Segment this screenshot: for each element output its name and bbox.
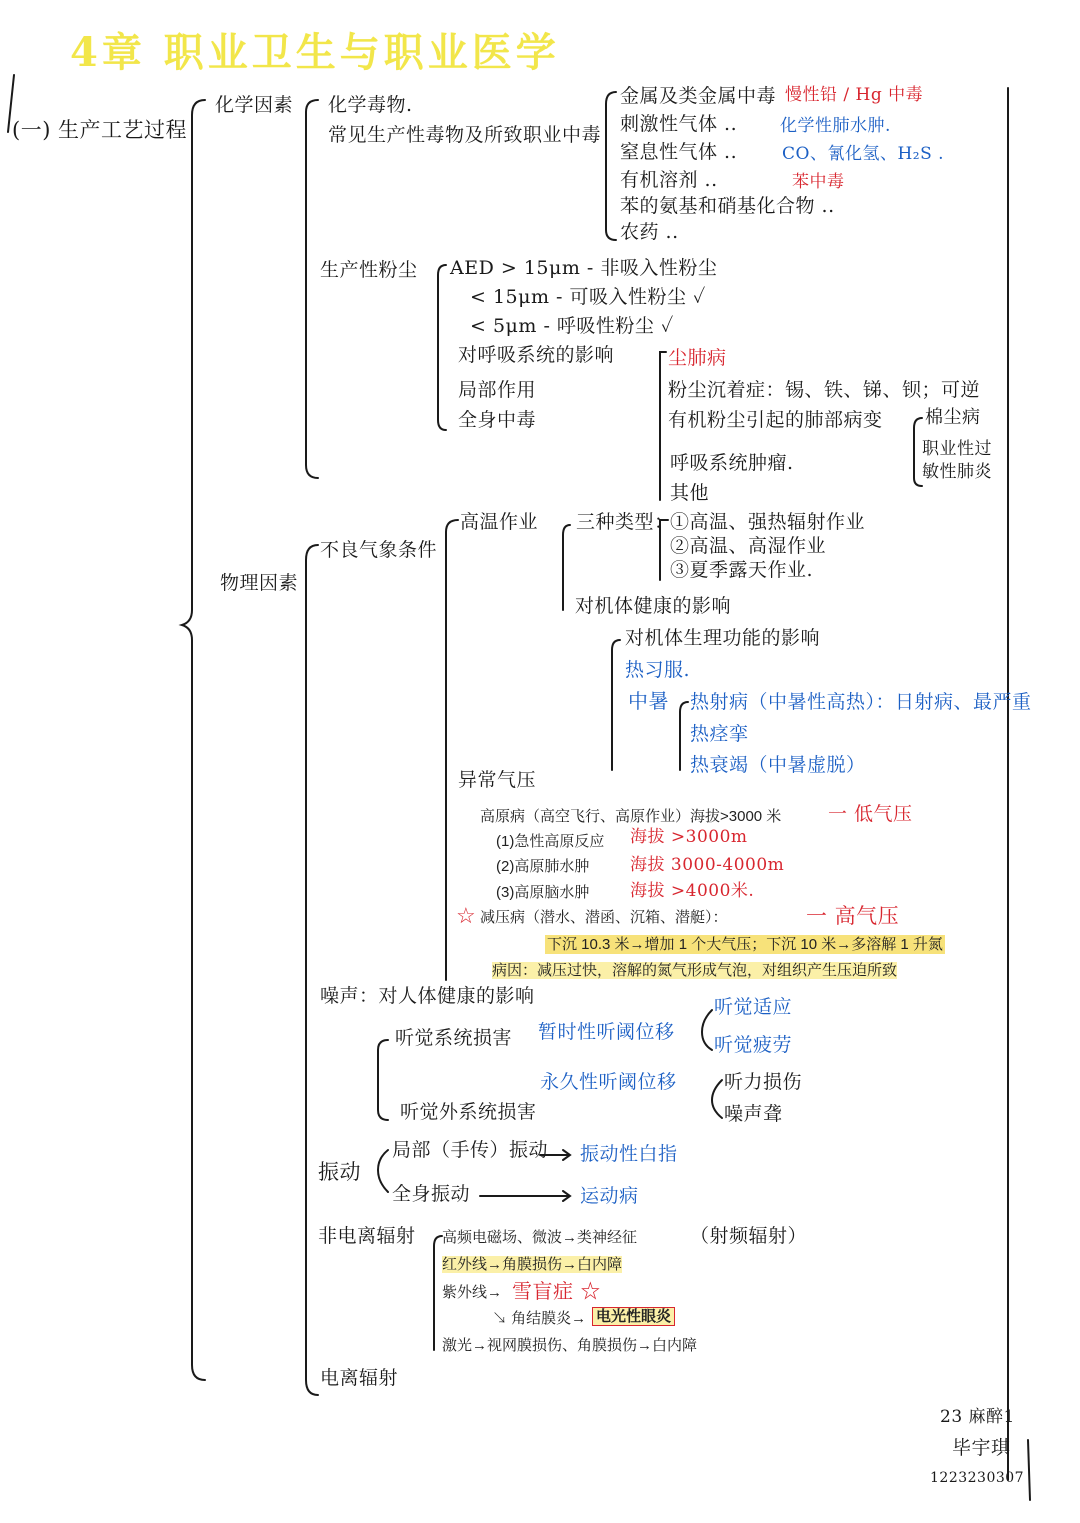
organic-sub: 职业性过 (922, 439, 992, 459)
dust-size: AED > 15μm - 非吸入性粉尘 (450, 257, 718, 279)
dust-effect: 对呼吸系统的影响 (458, 344, 615, 366)
star-mark: ☆ (456, 904, 477, 929)
chem-toxic: 化学毒物. (328, 94, 413, 116)
dust-size: < 5μm - 呼吸性粉尘 ✓ (470, 315, 674, 337)
auditory-damage: 听觉系统损害 (395, 1027, 513, 1049)
rf-item: 高频电磁场、微波→类神经征 (442, 1229, 638, 1246)
motion-sickness: 运动病 (580, 1185, 639, 1207)
tts-item: 听觉疲劳 (714, 1034, 793, 1056)
chem-item: 农药 .. (620, 221, 679, 243)
alt-note: 海拔 >3000m (630, 827, 748, 847)
hot-type: ②高温、高湿作业 (670, 535, 827, 557)
decomp-cause (492, 961, 897, 980)
dust-size: < 15μm - 可吸入性粉尘 ✓ (470, 286, 706, 308)
page-title: 4章 职业卫生与职业医学 (70, 29, 560, 76)
chem-note: CO、氰化氢、H₂S . (782, 144, 945, 164)
ir-text: 红外线→角膜损伤→白内障 (442, 1256, 623, 1273)
chem-common: 常见生产性毒物及所致职业中毒 (328, 124, 602, 146)
decomp-cause-text: 病因：减压过快，溶解的氮气形成气泡，对组织产生压迫所致 (492, 962, 898, 979)
non-auditory-damage: 听觉外系统损害 (400, 1101, 537, 1123)
dust-label: 生产性粉尘 (320, 259, 418, 281)
pts: 永久性听阈位移 (540, 1071, 677, 1093)
pneumoconiosis: 尘肺病 (668, 347, 727, 369)
func-effect: 对机体生理功能的影响 (625, 627, 821, 649)
resp-other: 其他 (670, 482, 710, 504)
weather-label: 不良气象条件 (320, 539, 438, 561)
phys-label: 物理因素 (220, 572, 299, 594)
chem-item: 苯的氨基和硝基化合物 .. (620, 195, 835, 217)
vibration-white-finger: 振动性白指 (580, 1143, 678, 1165)
types-label: 三种类型： (576, 511, 674, 533)
decomp-rule: 下沉 10.3 米→增加 1 个大气压；下沉 10 米→多溶解 1 升氮 (547, 936, 943, 953)
organic-sub: 棉尘病 (925, 407, 981, 428)
alt-note: 海拔 >4000米. (630, 881, 755, 901)
alt-note: 海拔 3000-4000m (630, 855, 785, 875)
heatstroke-item: 热痉挛 (690, 723, 749, 745)
uv-item: 紫外线→ (442, 1284, 503, 1301)
chem-note: 化学性肺水肿. (780, 116, 891, 136)
pts-item: 听力损伤 (724, 1071, 803, 1093)
acclimatization: 热习服. (625, 659, 691, 681)
dust-deposit: 粉尘沉着症：锡、铁、锑、钡；可逆 (668, 379, 981, 401)
vibration-label: 振动 (318, 1160, 361, 1184)
organic-dust: 有机粉尘引起的肺部病变 (668, 409, 883, 431)
dust-effect: 全身中毒 (458, 409, 537, 431)
chem-note: 慢性铅 / Hg 中毒 (785, 85, 924, 105)
chem-note: 苯中毒 (792, 172, 845, 192)
organic-sub: 敏性肺炎 (922, 462, 992, 482)
laser-item: 激光→视网膜损伤、角膜损伤→白内障 (442, 1337, 698, 1354)
pressure-label: 异常气压 (458, 769, 537, 791)
health-effect: 对机体健康的影响 (575, 595, 732, 617)
resp-tumor: 呼吸系统肿瘤. (670, 452, 794, 474)
snow-blindness: 雪盲症 ☆ (512, 1279, 601, 1303)
chem-item: 有机溶剂 .. (620, 169, 718, 191)
decompression: 减压病（潜水、潜函、沉箱、潜艇）： (480, 909, 728, 926)
local-vibration: 局部（手传）振动 (392, 1139, 549, 1161)
signature-name: 毕宇琪 (952, 1437, 1011, 1459)
pts-item: 噪声聋 (724, 1103, 783, 1125)
non-ionizing-label: 非电离辐射 (318, 1225, 416, 1247)
low-pressure: 一 低气压 (828, 803, 913, 825)
tts-item: 听觉适应 (714, 996, 793, 1018)
ionizing-label: 电离辐射 (320, 1367, 399, 1389)
alt-item: (1)急性高原反应 (496, 833, 605, 850)
chem-item: 金属及类金属中毒 (620, 85, 777, 107)
hot-type: ①高温、强热辐射作业 (670, 511, 866, 533)
dust-effect: 局部作用 (458, 379, 537, 401)
hot-work: 高温作业 (460, 511, 539, 533)
hot-type: ③夏季露天作业. (670, 559, 814, 581)
rf-note: （射频辐射） (690, 1225, 808, 1247)
heatstroke-item: 热射病（中暑性高热）：日射病、最严重 (690, 691, 1032, 713)
whole-vibration: 全身振动 (392, 1183, 471, 1205)
welder-flash: 电光性眼炎 (592, 1307, 675, 1326)
keratoconjunctivitis: ↘ 角结膜炎→ (492, 1310, 587, 1327)
heatstroke-item: 热衰竭（中暑虚脱） (690, 754, 866, 776)
chem-item: 窒息性气体 .. (620, 141, 738, 163)
alt-item: (2)高原肺水肿 (496, 858, 590, 875)
signature-class: 23 麻醉1 (940, 1407, 1015, 1427)
high-pressure: 一 高气压 (806, 904, 900, 928)
chem-label: 化学因素 (215, 94, 294, 116)
ir-item (442, 1256, 622, 1273)
tts: 暂时性听阈位移 (538, 1021, 675, 1043)
section-heading: (一) 生产工艺过程 (12, 118, 188, 142)
chem-item: 刺激性气体 .. (620, 113, 738, 135)
alt-item: (3)高原脑水肿 (496, 884, 590, 901)
signature-id: 1223230307 (930, 1470, 1025, 1486)
heatstroke: 中暑 (628, 689, 669, 713)
noise-label: 噪声：对人体健康的影响 (320, 985, 535, 1007)
altitude-disease: 高原病（高空飞行、高原作业）海拔>3000 米 (480, 808, 782, 825)
